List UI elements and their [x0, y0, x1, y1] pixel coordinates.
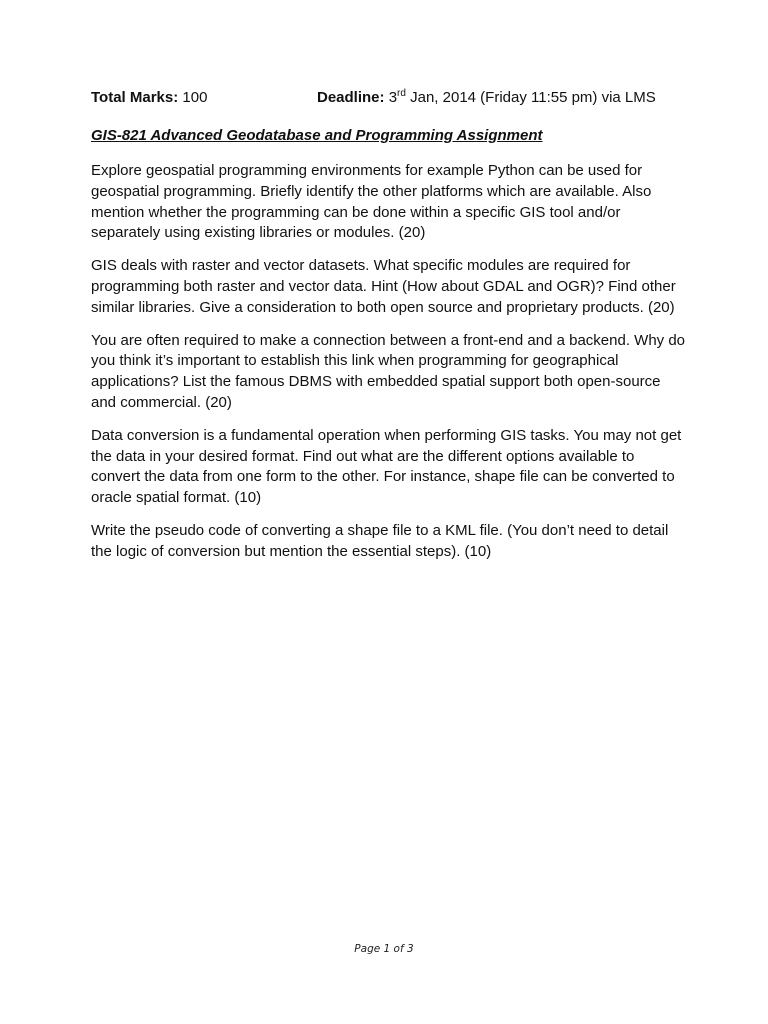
deadline [317, 89, 656, 106]
total-marks-label: Total Marks: [91, 89, 179, 106]
deadline-day: 3 [388, 89, 398, 106]
total-marks-value: 100 [182, 89, 208, 106]
assignment-body [91, 161, 687, 575]
header-line [91, 89, 691, 113]
question-paragraph-4: Data conversion is a fundamental operation when performing GIS tasks. You may not get the data in your desired format. Find out what are the different options available to convert the data from one form to the other. For instance, shape file can be converted to oracle spatial format. (10) [91, 426, 682, 507]
question-paragraph-5: Write the pseudo code of converting a shape file to a KML file. (You don’t need to detail the logic of conversion but mention the essential steps). (10) [91, 521, 669, 560]
total-marks [91, 89, 207, 106]
page-number: Page 1 of 3 [354, 943, 414, 955]
assignment-title: GIS-821 Advanced Geodatabase and Programming Assignment [91, 127, 543, 144]
question-paragraph-1: Explore geospatial programming environments for example Python can be used for geospatial programming. Briefly identify the other platforms which are available. Also mention whether the programming can be done within a specific GIS tool and/or separately using existing libraries or modules. (20) [91, 162, 652, 242]
question-paragraph-3: You are often required to make a connection between a front-end and a backend. Why do you think it’s important to establish this link when programming for geographical applications? List the famous DBMS with embedded spatial support both open-source and commercial. (20) [91, 331, 686, 411]
deadline-day-suffix: rd [397, 88, 406, 99]
question-paragraph-2: GIS deals with raster and vector datasets. What specific modules are required for programming both raster and vector data. Hint (How about GDAL and OGR)? Find other similar libraries. Give a consideration to both open source and proprietary products. (20) [91, 257, 676, 316]
deadline-label: Deadline: [317, 89, 385, 106]
deadline-details: Jan, 2014 (Friday 11:55 pm) via LMS [410, 89, 656, 106]
